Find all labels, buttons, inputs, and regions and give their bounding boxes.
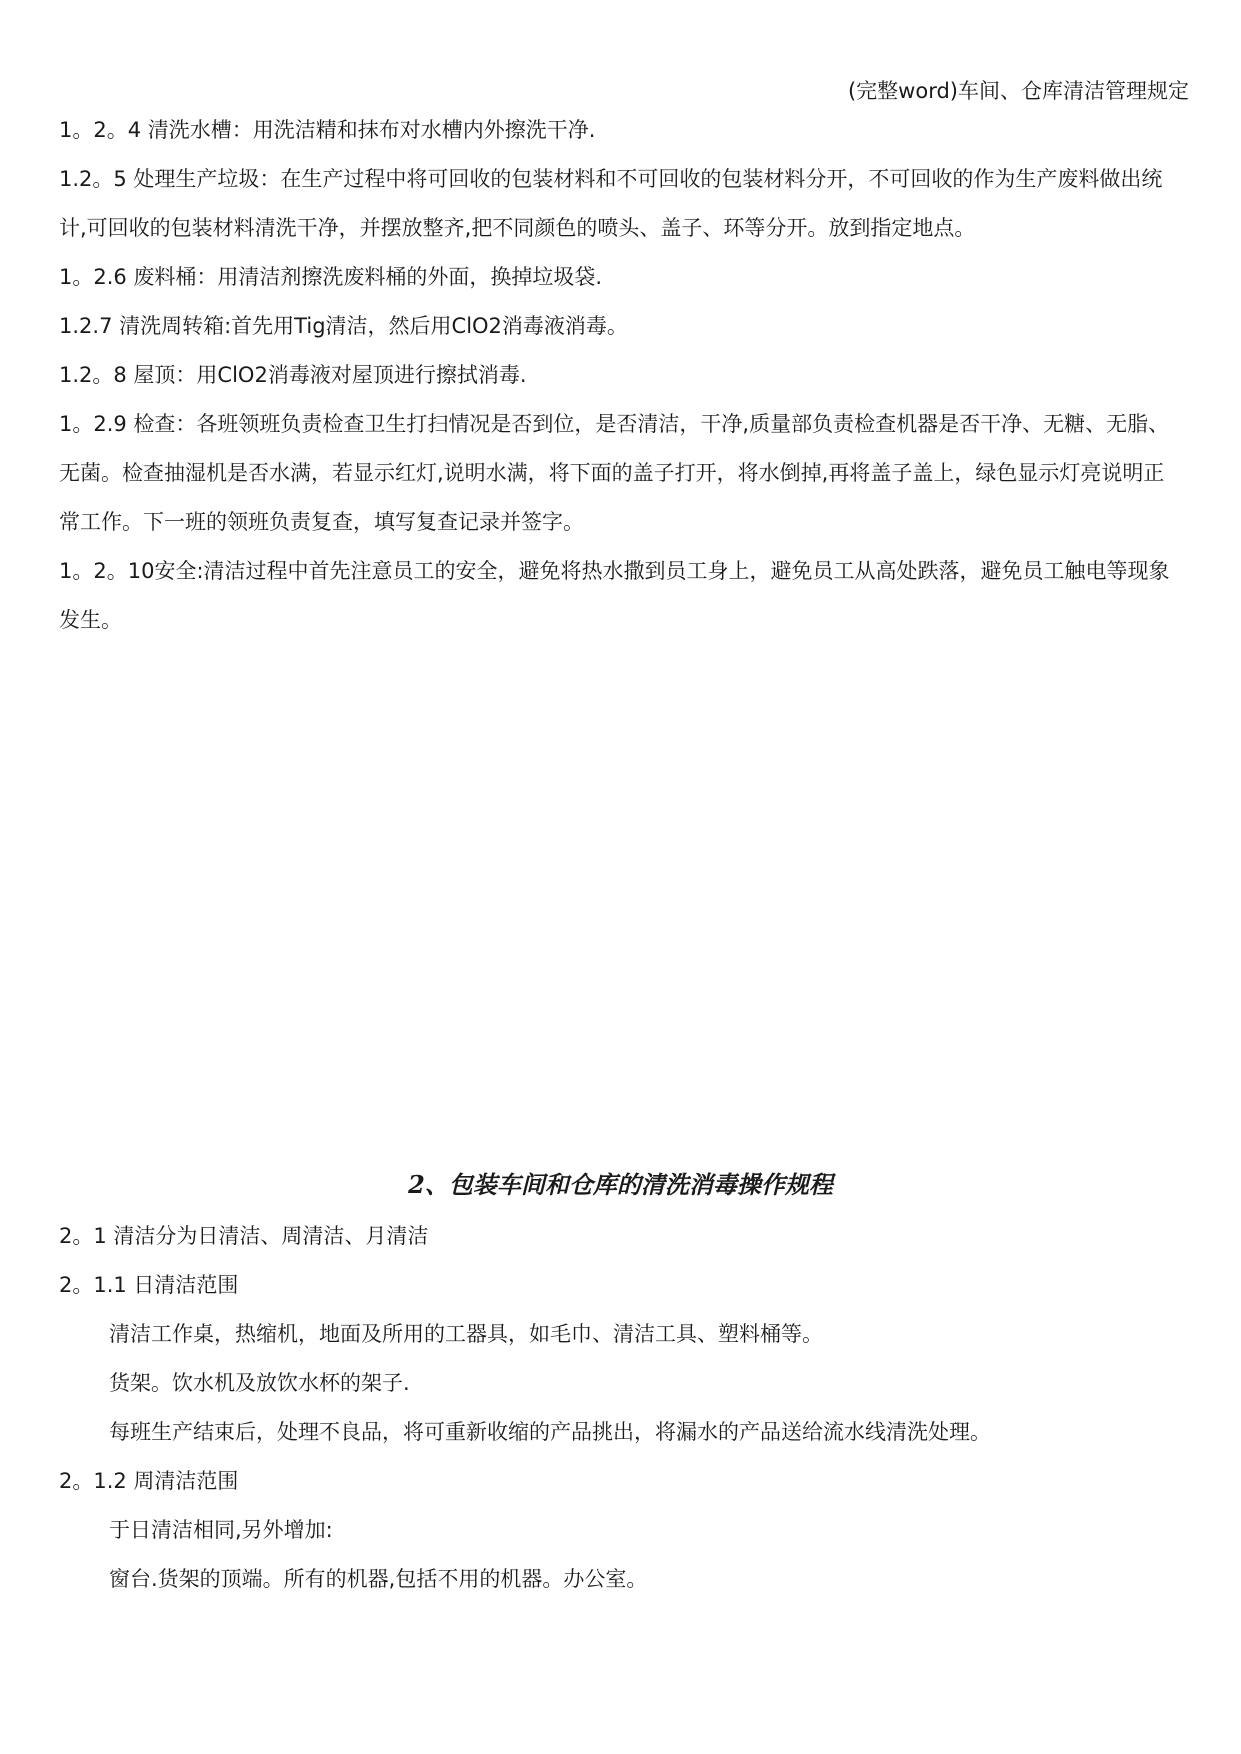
weekly-item: 窗台.货架的顶端。所有的机器,包括不用的机器。办公室。: [109, 1567, 648, 1591]
weekly-item: 于日清洁相同,另外增加:: [109, 1518, 333, 1542]
clause-1-2-7: 1.2.7 清洗周转箱:首先用Tig清洁，然后用ClO2消毒液消毒。: [59, 314, 628, 338]
clause-2-1-2: 2。1.2 周清洁范围: [59, 1469, 239, 1493]
clause-1-2-6: 1。2.6 废料桶：用清洁剂擦洗废料桶的外面，换掉垃圾袋.: [59, 265, 603, 289]
section-2-body: [59, 1163, 1183, 1604]
page-header-title: (完整word)车间、仓库清洁管理规定: [847, 79, 1189, 103]
clause-1-2-8: 1.2。8 屋顶：用ClO2消毒液对屋顶进行擦拭消毒.: [59, 363, 527, 387]
clause-1-2-9: 1。2.9 检查：各班领班负责检查卫生打扫情况是否到位，是否清洁，干净,质量部负责检查机器是否干净、无糖、无脂、无菌。检查抽湿机是否水满，若显示红灯,说明水满，将下面的盖子打开，将水倒掉,再将盖子盖上，绿色显示灯亮说明正常工作。下一班的领班负责复查，填写复查记录并签字。: [59, 412, 1170, 534]
clause-1-2-5: 1.2。5 处理生产垃圾：在生产过程中将可回收的包装材料和不可回收的包装材料分开，不可回收的作为生产废料做出统计,可回收的包装材料清洗干净，并摆放整齐,把不同颜色的喷头、盖子、环等分开。放到指定地点。: [59, 167, 1163, 240]
daily-item: 每班生产结束后，处理不良品，将可重新收缩的产品挑出，将漏水的产品送给流水线清洗处理。: [109, 1420, 991, 1444]
daily-item: 货架。饮水机及放饮水杯的架子.: [109, 1371, 410, 1395]
clause-2-1-1: 2。1.1 日清洁范围: [59, 1273, 239, 1297]
clause-2-1: 2。1 清洁分为日清洁、周清洁、月清洁: [59, 1224, 429, 1248]
clause-1-2-4: 1。2。4 清洗水槽：用洗洁精和抹布对水槽内外擦洗干净.: [59, 118, 596, 142]
section-1-body: [59, 106, 1183, 645]
daily-item: 清洁工作桌，热缩机，地面及所用的工器具，如毛巾、清洁工具、塑料桶等。: [109, 1322, 823, 1346]
section-2-heading: 2、包装车间和仓库的清洗消毒操作规程: [408, 1170, 833, 1199]
clause-1-2-10: 1。2。10安全:清洁过程中首先注意员工的安全，避免将热水撒到员工身上，避免员工从高处跌落，避免员工触电等现象发生。: [59, 559, 1170, 632]
